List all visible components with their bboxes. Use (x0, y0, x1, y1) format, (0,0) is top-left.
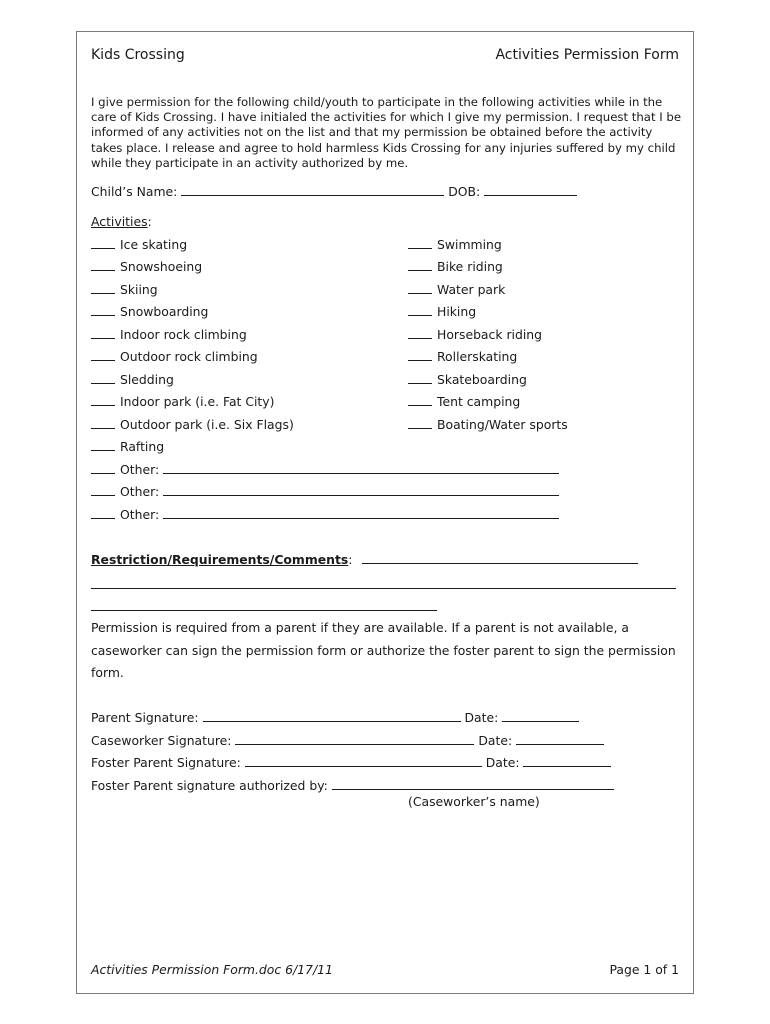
activity-water-park[interactable] (408, 282, 505, 297)
initial-blank[interactable] (91, 237, 115, 249)
activity-ice-skating[interactable] (91, 237, 187, 252)
form-title: Activities Permission Form (495, 47, 679, 63)
initial-blank[interactable] (91, 507, 115, 519)
initial-blank[interactable] (408, 259, 432, 271)
authorized-by-label: Foster Parent signature authorized by: (91, 778, 328, 793)
footer-page-number: Page 1 of 1 (609, 962, 679, 977)
activity-rollerskating[interactable] (408, 349, 517, 364)
date-label: Date: (478, 733, 513, 748)
activity-hiking[interactable] (408, 304, 476, 319)
parent-signature-row (91, 710, 579, 725)
foster-signature-label: Foster Parent Signature: (91, 755, 241, 770)
initial-blank[interactable] (408, 282, 432, 294)
initial-blank[interactable] (91, 394, 115, 406)
initial-blank[interactable] (91, 439, 115, 451)
activity-swimming[interactable] (408, 237, 502, 252)
initial-blank[interactable] (91, 349, 115, 361)
caseworker-signature-row (91, 733, 604, 748)
activity-label: Hiking (437, 304, 477, 319)
caseworker-signature-label: Caseworker Signature: (91, 733, 232, 748)
initial-blank[interactable] (91, 304, 115, 316)
activity-label: Rollerskating (437, 349, 518, 364)
initial-blank[interactable] (408, 372, 432, 384)
caseworker-date-field[interactable] (516, 733, 604, 745)
org-name: Kids Crossing (91, 47, 185, 63)
activity-label: Indoor rock climbing (120, 327, 247, 342)
intro-paragraph: I give permission for the following child/youth to participate in the following activities while in the care of Kids Crossing. I have initialed the activities for which I give my permission. I request that I be informed of any activities not on the list and that my permission be obtained before the activity takes place. I release and agree to hold harmless Kids Crossing for any injuries suffered by my child while they participate in an activity authorized by me. (91, 95, 682, 170)
activity-label: Outdoor park (i.e. Six Flags) (120, 417, 294, 432)
activity-outdoor-park[interactable] (91, 417, 294, 432)
other-label: Other: (120, 462, 160, 477)
child-name-label: Child’s Name: (91, 184, 178, 199)
activity-other-1[interactable] (91, 462, 559, 477)
caseworker-signature-field[interactable] (235, 733, 474, 745)
activity-label: Swimming (437, 237, 502, 252)
activity-label: Skateboarding (437, 372, 527, 387)
initial-blank[interactable] (408, 349, 432, 361)
activity-label: Sledding (120, 372, 174, 387)
child-name-row (91, 184, 577, 199)
activity-label: Boating/Water sports (437, 417, 568, 432)
initial-blank[interactable] (91, 327, 115, 339)
dob-field[interactable] (484, 184, 577, 196)
caseworker-name-caption: (Caseworker’s name) (408, 794, 540, 809)
parent-date-field[interactable] (502, 710, 579, 722)
activity-label: Snowshoeing (120, 259, 203, 274)
initial-blank[interactable] (408, 327, 432, 339)
activity-skateboarding[interactable] (408, 372, 527, 387)
initial-blank[interactable] (91, 259, 115, 271)
initial-blank[interactable] (408, 417, 432, 429)
other-label: Other: (120, 484, 160, 499)
initial-blank[interactable] (408, 394, 432, 406)
activity-skiing[interactable] (91, 282, 158, 297)
authorized-by-field[interactable] (332, 778, 614, 790)
restriction-label: Restriction/Requirements/Comments (91, 552, 349, 567)
foster-signature-field[interactable] (245, 755, 482, 767)
activity-label: Bike riding (437, 259, 503, 274)
activities-heading-row (91, 214, 152, 229)
initial-blank[interactable] (408, 304, 432, 316)
comments-line-2[interactable] (91, 610, 437, 611)
other-field[interactable] (163, 462, 559, 474)
foster-signature-row (91, 755, 611, 770)
activity-indoor-park[interactable] (91, 394, 274, 409)
activity-indoor-rock-climbing[interactable] (91, 327, 247, 342)
child-name-field[interactable] (181, 184, 444, 196)
activity-snowboarding[interactable] (91, 304, 208, 319)
other-field[interactable] (163, 507, 559, 519)
initial-blank[interactable] (91, 484, 115, 496)
activities-colon: : (147, 214, 152, 229)
parent-signature-field[interactable] (203, 710, 461, 722)
activity-sledding[interactable] (91, 372, 174, 387)
footer-filename: Activities Permission Form.doc 6/17/11 (91, 962, 333, 977)
activity-other-2[interactable] (91, 484, 559, 499)
parent-signature-label: Parent Signature: (91, 710, 199, 725)
activity-tent-camping[interactable] (408, 394, 520, 409)
activities-heading: Activities (91, 214, 148, 229)
activity-rafting[interactable] (91, 439, 164, 454)
initial-blank[interactable] (91, 462, 115, 474)
activity-outdoor-rock-climbing[interactable] (91, 349, 258, 364)
date-label: Date: (464, 710, 499, 725)
comments-line-1[interactable] (91, 588, 676, 589)
activity-other-3[interactable] (91, 507, 559, 522)
activity-snowshoeing[interactable] (91, 259, 202, 274)
initial-blank[interactable] (91, 417, 115, 429)
other-field[interactable] (163, 484, 559, 496)
dob-label: DOB: (448, 184, 481, 199)
activity-label: Water park (437, 282, 506, 297)
activity-horseback-riding[interactable] (408, 327, 542, 342)
restriction-field[interactable] (362, 552, 638, 564)
activity-label: Horseback riding (437, 327, 543, 342)
activity-label: Indoor park (i.e. Fat City) (120, 394, 275, 409)
permission-paragraph: Permission is required from a parent if they are available. If a parent is not available, a caseworker can sign the permission form or authorize the foster parent to sign the permission form. (91, 620, 676, 680)
initial-blank[interactable] (91, 372, 115, 384)
restriction-row (91, 552, 638, 567)
initial-blank[interactable] (408, 237, 432, 249)
initial-blank[interactable] (91, 282, 115, 294)
authorized-by-row (91, 778, 614, 793)
activity-bike-riding[interactable] (408, 259, 503, 274)
other-label: Other: (120, 507, 160, 522)
activity-label: Rafting (120, 439, 165, 454)
form-page (76, 31, 694, 994)
activity-label: Ice skating (120, 237, 188, 252)
activity-label: Skiing (120, 282, 158, 297)
activity-boating-water-sports[interactable] (408, 417, 568, 432)
date-label: Date: (485, 755, 520, 770)
foster-date-field[interactable] (523, 755, 611, 767)
activity-label: Outdoor rock climbing (120, 349, 258, 364)
activity-label: Snowboarding (120, 304, 209, 319)
activity-label: Tent camping (437, 394, 521, 409)
restriction-colon: : (348, 552, 353, 567)
